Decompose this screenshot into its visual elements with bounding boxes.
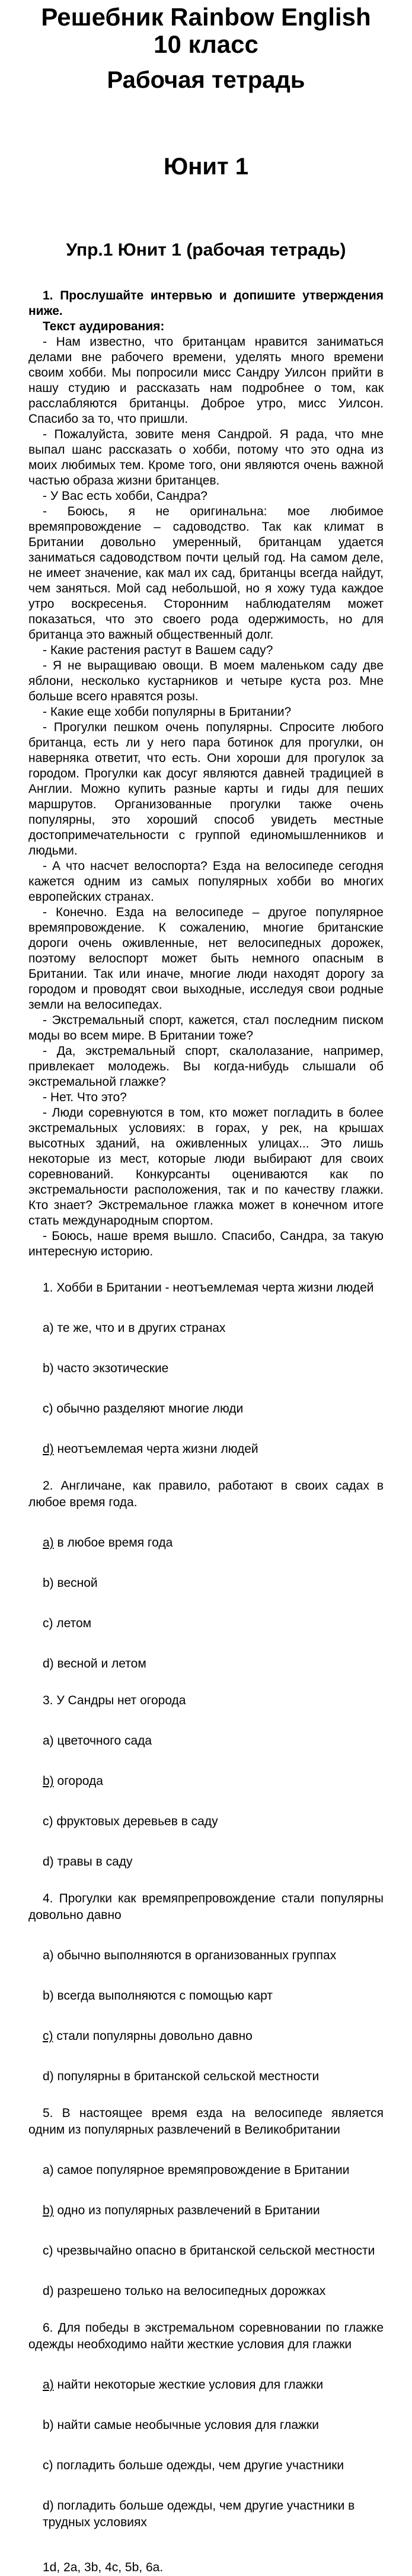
option-label: c) bbox=[43, 2244, 53, 2258]
script-line: - Нет. Что это? bbox=[43, 1091, 127, 1104]
script-line: - Боюсь, я не оригинальна: мое любимое времяпровождение – садоводство. Так как климат в Британии довольно умеренный, британцам удается заниматься садоводством почти целый год. На самом деле, не имеет значение, как мал их сад, британцы всегда найдут, чем заняться. Мой сад небольшой, но я хожу туда каждое утро воскресенья. Сторонним наблюдателям может показаться, что это своего рода одержимость, но для британца это важный общественный долг. bbox=[28, 505, 384, 642]
option-label: a) bbox=[43, 1949, 54, 1962]
option-text: летом bbox=[56, 1617, 92, 1630]
option-text: одно из популярных развлечений в Британии bbox=[57, 2204, 320, 2217]
task-instruction: 1. Прослушайте интервью и допишите утверждения ниже. bbox=[28, 289, 384, 318]
question-text: 1. Хобби в Британии - неотъемлемая черта жизни людей bbox=[43, 1281, 374, 1295]
option-label: d) bbox=[43, 2284, 54, 2298]
question-text: 4. Прогулки как времяпрепровождение стали популярны довольно давно bbox=[28, 1892, 384, 1922]
option-text: обычно выполняются в организованных группах bbox=[57, 1949, 337, 1962]
option-label: a) bbox=[43, 1321, 54, 1335]
option-c bbox=[28, 2243, 384, 2259]
question-block bbox=[28, 2105, 384, 2300]
option-text: огорода bbox=[57, 1774, 103, 1788]
question-text: 2. Англичане, как правило, работают в своих садах в любое время года. bbox=[28, 1479, 384, 1509]
option-label: a) bbox=[43, 2163, 54, 2177]
option-text: фруктовых деревьев в саду bbox=[56, 1815, 218, 1828]
option-c bbox=[28, 1401, 384, 1417]
question-block bbox=[28, 1280, 384, 1458]
option-text: цветочного сада bbox=[57, 1734, 152, 1748]
audio-script bbox=[28, 334, 384, 1260]
option-text: всегда выполняются с помощью карт bbox=[57, 1989, 273, 2003]
option-text: стали популярны довольно давно bbox=[56, 2029, 253, 2043]
option-text: те же, что и в других странах bbox=[57, 1321, 226, 1335]
script-line: - Экстремальный спорт, кажется, стал последним писком моды во всем мире. В Британии тоже? bbox=[28, 1013, 384, 1042]
script-line: - Пожалуйста, зовите меня Сандрой. Я рада, что мне выпал шанс рассказать о хобби, потому что это одна из моих любимых тем. Кроме того, они являются очень важной частью образа жизни британцев. bbox=[28, 428, 384, 487]
option-label: d) bbox=[43, 2070, 54, 2083]
option-label: c) bbox=[43, 2459, 53, 2472]
option-label: b) bbox=[43, 2418, 54, 2432]
option-text: в любое время года bbox=[57, 1536, 173, 1550]
script-line: - Я не выращиваю овощи. В моем маленьком саду две яблони, несколько кустарников и четыре куста роз. Мне больше всего нравятся розы. bbox=[28, 659, 384, 703]
question-block bbox=[28, 2320, 384, 2531]
script-line: - У Вас есть хобби, Сандра? bbox=[43, 489, 207, 503]
option-d bbox=[28, 1656, 384, 1672]
option-text: весной и летом bbox=[57, 1657, 146, 1670]
option-d bbox=[28, 2498, 384, 2531]
option-text: погладить больше одежды, чем другие участники в трудных условиях bbox=[43, 2499, 355, 2529]
script-line: - Какие растения растут в Вашем саду? bbox=[43, 643, 273, 657]
option-label: d) bbox=[43, 1657, 54, 1670]
option-text: самое популярное времяпровождение в Британии bbox=[57, 2163, 350, 2177]
option-text: чрезвычайно опасно в британской сельской местности bbox=[56, 2244, 375, 2258]
option-text: найти самые необычные условия для глажки bbox=[57, 2418, 320, 2432]
option-a bbox=[28, 2377, 384, 2393]
option-label: c) bbox=[43, 1815, 53, 1828]
option-label-selected: b) bbox=[43, 2204, 54, 2217]
question-block bbox=[28, 1478, 384, 1672]
option-text: часто экзотические bbox=[57, 1362, 169, 1375]
option-label: b) bbox=[43, 1989, 54, 2003]
option-b bbox=[28, 1988, 384, 2004]
option-b bbox=[28, 2417, 384, 2434]
page-subtitle: Рабочая тетрадь bbox=[107, 67, 305, 93]
exercise-heading: Упр.1 Юнит 1 (рабочая тетрадь) bbox=[66, 240, 346, 260]
option-label-selected: c) bbox=[43, 2029, 53, 2043]
question-text: 5. В настоящее время езда на велосипеде является одним из популярных развлечений в Великобритании bbox=[28, 2106, 384, 2137]
answer-key: 1d, 2a, 3b, 4c, 5b, 6a. bbox=[43, 2561, 164, 2574]
option-d bbox=[28, 1441, 384, 1458]
script-line: - Да, экстремальный спорт, скалолазание, например, привлекает молодежь. Вы когда-нибудь слышали об экстремальной глажке? bbox=[28, 1044, 384, 1089]
option-c bbox=[28, 1813, 384, 1830]
option-label-selected: d) bbox=[43, 1442, 54, 1456]
option-b bbox=[28, 1575, 384, 1592]
option-text: разрешено только на велосипедных дорожках bbox=[57, 2284, 326, 2298]
option-label: b) bbox=[43, 1362, 54, 1375]
option-text: весной bbox=[57, 1576, 98, 1590]
option-label-selected: a) bbox=[43, 2378, 54, 2392]
option-a bbox=[28, 1733, 384, 1749]
script-line: - Какие еще хобби популярны в Британии? bbox=[43, 705, 292, 719]
option-d bbox=[28, 2283, 384, 2300]
option-b bbox=[28, 2202, 384, 2219]
script-line: - Конечно. Езда на велосипеде – другое популярное времяпровождение. К сожалению, многие британские дороги очень оживленные, нет велосипедных дорожек, поэтому велоспорт может быть немного опасным в Британии. Так или иначе, многие люди находят дорогу за городом и проводят свои выходные, исследуя свои родные земли на велосипедах. bbox=[28, 906, 384, 1012]
option-d bbox=[28, 2068, 384, 2085]
option-text: травы в саду bbox=[57, 1855, 133, 1869]
option-label: d) bbox=[43, 2499, 54, 2513]
script-line: - Люди соревнуются в том, кто может погладить в более экстремальных условиях: в горах, у рек, на крышах высотных зданий, на оживленных улицах... Это лишь некоторые из мест, которые люди выбирают для своих соревнований. Конкурсанты оцениваются как по экстремальности расположения, так и по качеству глажки. Кто знает? Экстремальное глажка может в конечном итоге стать международным спортом. bbox=[28, 1106, 384, 1228]
question-block bbox=[28, 1890, 384, 2085]
option-a bbox=[28, 1320, 384, 1337]
option-d bbox=[28, 1854, 384, 1870]
option-a bbox=[28, 2162, 384, 2179]
question-text: 3. У Сандры нет огорода bbox=[43, 1694, 186, 1707]
option-text: найти некоторые жесткие условия для глажки bbox=[57, 2378, 324, 2392]
option-a bbox=[28, 1535, 384, 1551]
option-c bbox=[28, 2457, 384, 2474]
option-b bbox=[28, 1773, 384, 1790]
question-block bbox=[28, 1692, 384, 1870]
option-label: c) bbox=[43, 1617, 53, 1630]
option-label: d) bbox=[43, 1855, 54, 1869]
option-text: погладить больше одежды, чем другие участники bbox=[56, 2459, 344, 2472]
option-a bbox=[28, 1947, 384, 1964]
script-label: Текст аудирования: bbox=[43, 320, 165, 333]
script-line: - А что насчет велоспорта? Езда на велосипеде сегодня кажется одним из самых популярных хобби во многих европейских странах. bbox=[28, 859, 384, 904]
page-title: Решебник Rainbow English 10 класс bbox=[41, 3, 371, 58]
option-b bbox=[28, 1360, 384, 1377]
option-c bbox=[28, 2028, 384, 2045]
option-text: обычно разделяют многие люди bbox=[56, 1402, 244, 1415]
option-label-selected: b) bbox=[43, 1774, 54, 1788]
option-label-selected: a) bbox=[43, 1536, 54, 1550]
script-line: - Боюсь, наше время вышло. Спасибо, Сандра, за такую интересную историю. bbox=[28, 1229, 384, 1258]
option-label: b) bbox=[43, 1576, 54, 1590]
option-text: популярны в британской сельской местности bbox=[57, 2070, 320, 2083]
option-c bbox=[28, 1615, 384, 1632]
unit-heading: Юнит 1 bbox=[164, 154, 248, 180]
option-text: неотъемлемая черта жизни людей bbox=[57, 1442, 258, 1456]
script-line: - Прогулки пешком очень популярны. Спросите любого британца, есть ли у него пара ботинок для прогулки, он наверняка ответит, что есть. Они хороши для прогулок за городом. Прогулки как досуг являются давней традицией в Англии. Можно купить разные карты и гиды для пеших маршрутов. Организованные прогулки также очень популярны, это хороший способ увидеть местные достопримечательности с группой единомышленников и людьми. bbox=[28, 720, 384, 857]
question-text: 6. Для победы в экстремальном соревновании по глажке одежды необходимо найти жесткие условия для глажки bbox=[28, 2321, 384, 2351]
option-label: c) bbox=[43, 1402, 53, 1415]
option-label: a) bbox=[43, 1734, 54, 1748]
script-line: - Нам известно, что британцам нравится заниматься делами вне рабочего времени, уделять много времени своим хобби. Мы попросили мисс Сандру Уилсон прийти в нашу студию и рассказать нам подробнее о том, как расслабляются британцы. Доброе утро, мисс Уилсон. Спасибо за то, что пришли. bbox=[28, 335, 384, 426]
